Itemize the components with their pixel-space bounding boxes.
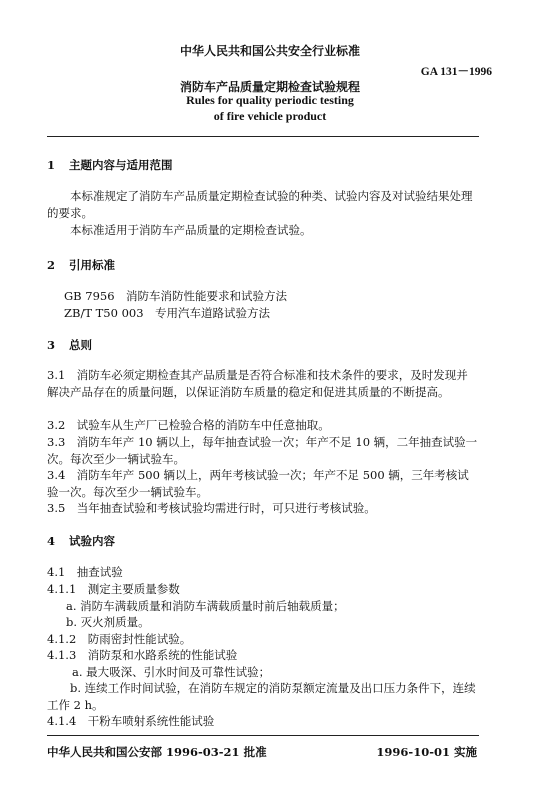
section-title: 引用标准 xyxy=(69,258,116,272)
clause-4-1: 4.1 抽查试验 xyxy=(47,565,123,579)
section-number: 3 xyxy=(47,338,56,352)
section-title: 试验内容 xyxy=(69,534,116,548)
clause-3-1: 3.1 消防车必须定期检查其产品质量是否符合标准和技术条件的要求，及时发现并解决产品存在的质量问题，以保证消防车质量的稳定和促进其质量的不断提高。 xyxy=(47,368,468,399)
section-1-paragraph-1: 本标准规定了消防车产品质量定期检查试验的种类、试验内容及对试验结果处理的要求。 xyxy=(47,189,473,220)
list-item-b: b. 灭火剂质量。 xyxy=(66,615,150,629)
clause-4-1-4: 4.1.4 干粉车喷射系统性能试验 xyxy=(47,714,215,728)
list-item-a: a. 最大吸深、引水时间及可靠性试验； xyxy=(72,665,271,679)
section-1-heading xyxy=(47,157,173,173)
footer-rule xyxy=(47,735,479,736)
implementation-date: 1996-10-01 实施 xyxy=(376,745,477,759)
title-english-line-1: Rules for quality periodic testing xyxy=(186,93,354,107)
issuing-agency: 中华人民共和国公共安全行业标准 xyxy=(179,44,360,58)
approval-line: 中华人民共和国公安部 1996-03-21 批准 xyxy=(47,745,267,759)
header-rule xyxy=(47,136,479,137)
reference-item: ZB/T T50 003 专用汽车道路试验方法 xyxy=(64,306,271,320)
clause-4-1-2: 4.1.2 防雨密封性能试验。 xyxy=(47,632,192,646)
section-title: 主题内容与适用范围 xyxy=(69,158,173,172)
clause-3-4: 3.4 消防车年产 500 辆以上，两年考核试验一次；年产不足 500 辆，三年考核试验一次。每次至少一辆试验车。 xyxy=(47,468,469,499)
standard-number: GA 131－1996 xyxy=(420,66,492,78)
title-english-line-2: of fire vehicle product xyxy=(213,109,327,123)
clause-4-1-1: 4.1.1 测定主要质量参数 xyxy=(47,582,180,596)
section-number: 1 xyxy=(47,158,56,172)
clause-4-1-3: 4.1.3 消防泵和水路系统的性能试验 xyxy=(47,648,238,662)
clause-3-2: 3.2 试验车从生产厂已检验合格的消防车中任意抽取。 xyxy=(47,418,330,432)
section-number: 2 xyxy=(47,258,56,272)
reference-item: GB 7956 消防车消防性能要求和试验方法 xyxy=(64,289,288,303)
list-item-b: b. 连续工作时间试验，在消防车规定的消防泵额定流量及出口压力条件下，连续工作 2 h。 xyxy=(47,681,476,712)
section-2-heading xyxy=(47,257,115,273)
section-number: 4 xyxy=(47,534,56,548)
title-chinese: 消防车产品质量定期检查试验规程 xyxy=(179,80,360,94)
section-1-paragraph-2: 本标准适用于消防车产品质量的定期检查试验。 xyxy=(70,223,312,237)
section-4-heading xyxy=(47,533,115,549)
section-3-heading xyxy=(47,337,92,353)
list-item-a: a. 消防车满载质量和消防车满载质量时前后轴载质量； xyxy=(66,599,345,613)
clause-3-3: 3.3 消防车年产 10 辆以上，每年抽查试验一次；年产不足 10 辆，二年抽查试验一次。每次至少一辆试验车。 xyxy=(47,435,478,466)
section-title: 总则 xyxy=(69,338,93,352)
clause-3-5: 3.5 当年抽查试验和考核试验均需进行时，可只进行考核试验。 xyxy=(47,501,376,515)
